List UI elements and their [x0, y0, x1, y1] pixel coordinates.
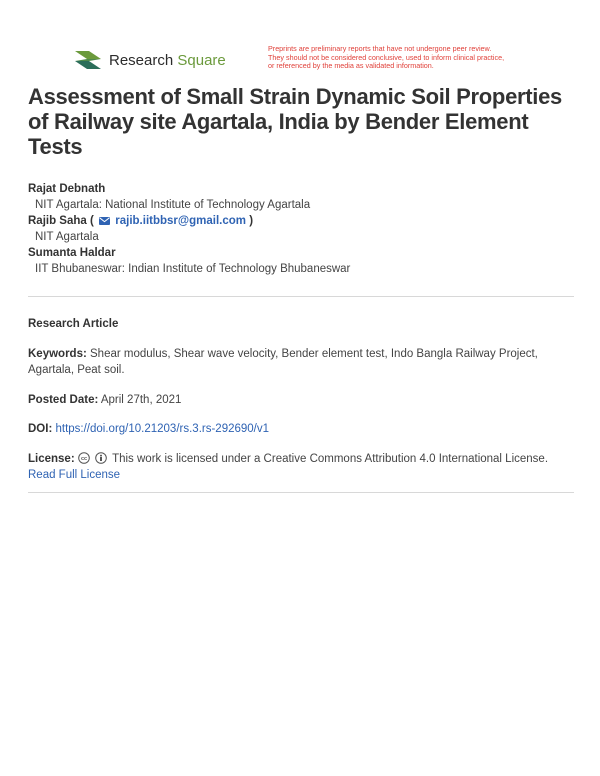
license-label: License:	[28, 453, 75, 465]
posted-date-block	[28, 392, 574, 408]
doi-label: DOI:	[28, 423, 53, 435]
email-close-paren: )	[249, 215, 254, 227]
doi-link[interactable]: https://doi.org/10.21203/rs.3.rs-292690/v1	[55, 423, 270, 435]
posted-date-label: Posted Date:	[28, 394, 99, 406]
logo-word-square: Square	[177, 51, 226, 69]
doi-block	[28, 421, 574, 437]
notice-line: or referenced by the media as validated information.	[268, 61, 434, 71]
mail-icon	[99, 217, 110, 225]
author-name: Rajib Saha	[28, 215, 87, 227]
notice-line: They should not be considered conclusive, used to inform clinical practice,	[268, 52, 505, 62]
article-type	[28, 316, 574, 332]
author-affiliation: NIT Agartala	[35, 231, 99, 243]
keywords-block	[28, 346, 574, 378]
email-open-paren: (	[90, 215, 94, 227]
keywords-text: Shear modulus, Shear wave velocity, Bender element test, Indo Bangla Railway Project, Agartala, Peat soil.	[28, 348, 538, 376]
preprint-notice	[268, 45, 538, 71]
attribution-icon	[95, 452, 107, 464]
author-affiliation: NIT Agartala: National Institute of Technology Agartala	[35, 199, 311, 211]
research-square-logo[interactable]	[73, 47, 226, 73]
logo-text	[109, 52, 226, 69]
section-divider	[28, 492, 574, 493]
notice-line: Preprints are preliminary reports that have not undergone peer review.	[268, 44, 492, 53]
research-square-logo-icon	[73, 47, 103, 73]
posted-date-value: April 27th, 2021	[100, 394, 182, 406]
creative-commons-icon	[78, 452, 90, 464]
paper-title: Assessment of Small Strain Dynamic Soil Properties of Railway site Agartala, India by Bender Element Tests	[28, 84, 562, 159]
article-type-label: Research Article	[28, 318, 119, 330]
logo-word-research: Research	[109, 51, 174, 69]
author-affiliation: IIT Bhubaneswar: Indian Institute of Technology Bhubaneswar	[35, 263, 351, 275]
author-list	[28, 181, 576, 277]
svg-text:cc: cc	[80, 456, 87, 463]
author-name-with-email	[28, 213, 576, 229]
author-name: Rajat Debnath	[28, 183, 106, 195]
keywords-label: Keywords:	[28, 348, 87, 360]
license-block	[28, 451, 574, 483]
read-full-license-link[interactable]: Read Full License	[28, 469, 121, 481]
license-text: This work is licensed under a Creative Commons Attribution 4.0 International License.	[112, 453, 549, 465]
author-email-link[interactable]: rajib.iitbbsr@gmail.com	[115, 215, 246, 227]
section-divider	[28, 296, 574, 297]
author-name: Sumanta Haldar	[28, 247, 116, 259]
